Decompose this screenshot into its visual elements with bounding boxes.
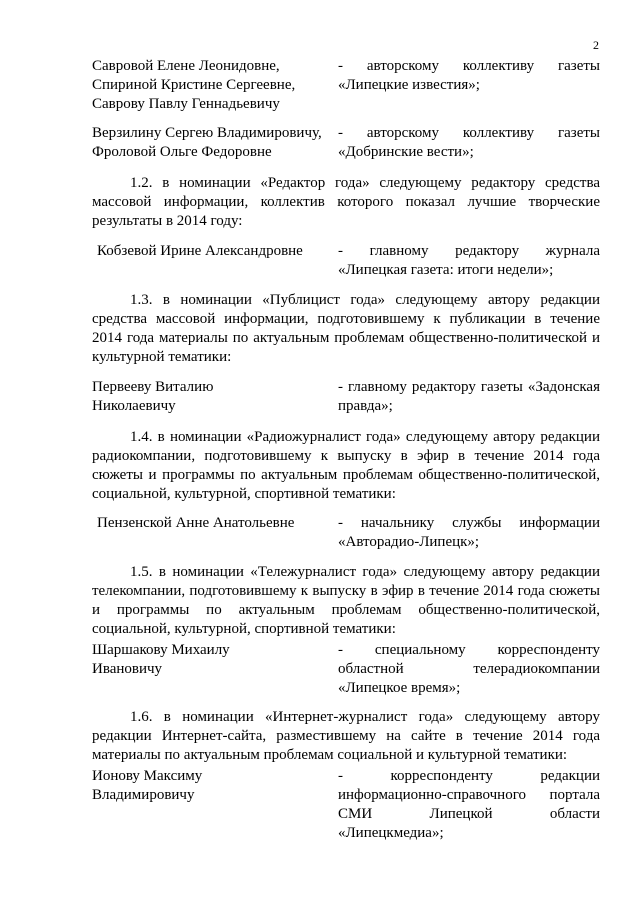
role-line: «Добринские вести»; bbox=[338, 144, 474, 160]
paragraph-line: результаты в 2014 году: bbox=[92, 213, 243, 229]
recipient-role bbox=[338, 242, 600, 280]
award-entry bbox=[92, 242, 600, 280]
paragraph-line: радиокомпании, подготовившему к выпуску в эфир в течение 2014 года bbox=[92, 448, 600, 464]
paragraph-line: редакции Интернет-сайта, разместившему на сайте в течение 2014 года bbox=[92, 728, 600, 744]
paragraph-line: сюжеты и программы по актуальным проблемам общественно-политической, bbox=[92, 467, 600, 483]
role-line: - начальнику службы информации bbox=[338, 515, 600, 531]
award-entry bbox=[92, 514, 600, 552]
paragraph-line: материалы по актуальным проблемам социальной и культурной тематики: bbox=[92, 747, 568, 763]
role-line: «Липецкая газета: итоги недели»; bbox=[338, 262, 554, 278]
role-line: - авторскому коллективу газеты bbox=[338, 58, 600, 74]
paragraph-line: 1.6. в номинации «Интернет-журналист года» следующему автору bbox=[130, 709, 600, 725]
role-line: СМИ Липецкой области bbox=[338, 806, 600, 822]
nomination-paragraph bbox=[92, 563, 600, 639]
paragraph-line: 1.4. в номинации «Радиожурналист года» следующему автору редакции bbox=[130, 429, 600, 445]
nomination-paragraph bbox=[92, 291, 600, 367]
recipient-name: Верзилину Сергею Владимировичу, bbox=[92, 125, 322, 141]
recipient-role bbox=[338, 767, 600, 843]
recipient-name: Владимировичу bbox=[92, 787, 195, 803]
nomination-paragraph bbox=[92, 708, 600, 765]
award-entry bbox=[92, 124, 600, 162]
recipient-names bbox=[92, 57, 332, 114]
paragraph-line: культурной тематики: bbox=[92, 349, 232, 365]
role-line: «Липецкое время»; bbox=[338, 680, 461, 696]
recipient-name: Спириной Кристине Сергеевне, bbox=[92, 77, 296, 93]
paragraph-line: социальной, культурной, спортивной тематики: bbox=[92, 621, 396, 637]
recipient-names bbox=[92, 767, 332, 843]
recipient-role bbox=[338, 378, 600, 416]
recipient-name: Ионову Максиму bbox=[92, 768, 203, 784]
nomination-paragraph bbox=[92, 174, 600, 231]
recipient-names bbox=[92, 378, 332, 416]
role-line: информационно-справочного портала bbox=[338, 787, 600, 803]
recipient-name: Николаевичу bbox=[92, 398, 176, 414]
recipient-names bbox=[92, 514, 337, 552]
paragraph-line: 1.2. в номинации «Редактор года» следующему редактору средства bbox=[130, 175, 600, 191]
recipient-name: Кобзевой Ирине Александровне bbox=[97, 243, 303, 259]
page-number: 2 bbox=[593, 38, 599, 52]
recipient-role bbox=[338, 57, 600, 114]
role-line: - главному редактору журнала bbox=[338, 243, 600, 259]
recipient-name: Саврову Павлу Геннадьевичу bbox=[92, 96, 280, 112]
paragraph-line: и программы по актуальным проблемам общественно-политической, bbox=[92, 602, 600, 618]
paragraph-line: 2014 года материалы по актуальным проблемам общественно-политической и bbox=[92, 330, 600, 346]
award-entry bbox=[92, 378, 600, 416]
recipient-role bbox=[338, 124, 600, 162]
recipient-name: Шаршакову Михаилу bbox=[92, 642, 230, 658]
recipient-role bbox=[338, 514, 600, 552]
role-line: - корреспонденту редакции bbox=[338, 768, 600, 784]
award-entry bbox=[92, 641, 600, 698]
role-line: - специальному корреспонденту bbox=[338, 642, 600, 658]
role-line: «Авторадио-Липецк»; bbox=[338, 534, 480, 550]
paragraph-line: социальной, культурной, спортивной тематики: bbox=[92, 486, 396, 502]
award-entry bbox=[92, 57, 600, 114]
nomination-paragraph bbox=[92, 428, 600, 504]
recipient-name: Фроловой Ольге Федоровне bbox=[92, 144, 272, 160]
paragraph-line: 1.3. в номинации «Публицист года» следующему автору редакции bbox=[130, 292, 600, 308]
recipient-name: Савровой Елене Леонидовне, bbox=[92, 58, 280, 74]
recipient-names bbox=[92, 242, 337, 280]
role-line: правда»; bbox=[338, 398, 393, 414]
role-line: «Липецкие известия»; bbox=[338, 77, 480, 93]
recipient-names bbox=[92, 124, 332, 162]
award-entry bbox=[92, 767, 600, 843]
recipient-name: Пензенской Анне Анатольевне bbox=[97, 515, 295, 531]
paragraph-line: телекомпании, подготовившему к выпуску в эфир в течение 2014 года сюжеты bbox=[92, 583, 600, 599]
recipient-name: Первееву Виталию bbox=[92, 379, 214, 395]
role-line: областной телерадиокомпании bbox=[338, 661, 600, 677]
role-line: - авторскому коллективу газеты bbox=[338, 125, 600, 141]
recipient-role bbox=[338, 641, 600, 698]
paragraph-line: массовой информации, коллектив которого показал лучшие творческие bbox=[92, 194, 600, 210]
role-line: «Липецкмедиа»; bbox=[338, 825, 444, 841]
recipient-names bbox=[92, 641, 332, 698]
role-line: - главному редактору газеты «Задонская bbox=[338, 379, 600, 395]
paragraph-line: 1.5. в номинации «Тележурналист года» следующему автору редакции bbox=[130, 564, 600, 580]
recipient-name: Ивановичу bbox=[92, 661, 163, 677]
paragraph-line: средства массовой информации, подготовившему к публикации в течение bbox=[92, 311, 600, 327]
